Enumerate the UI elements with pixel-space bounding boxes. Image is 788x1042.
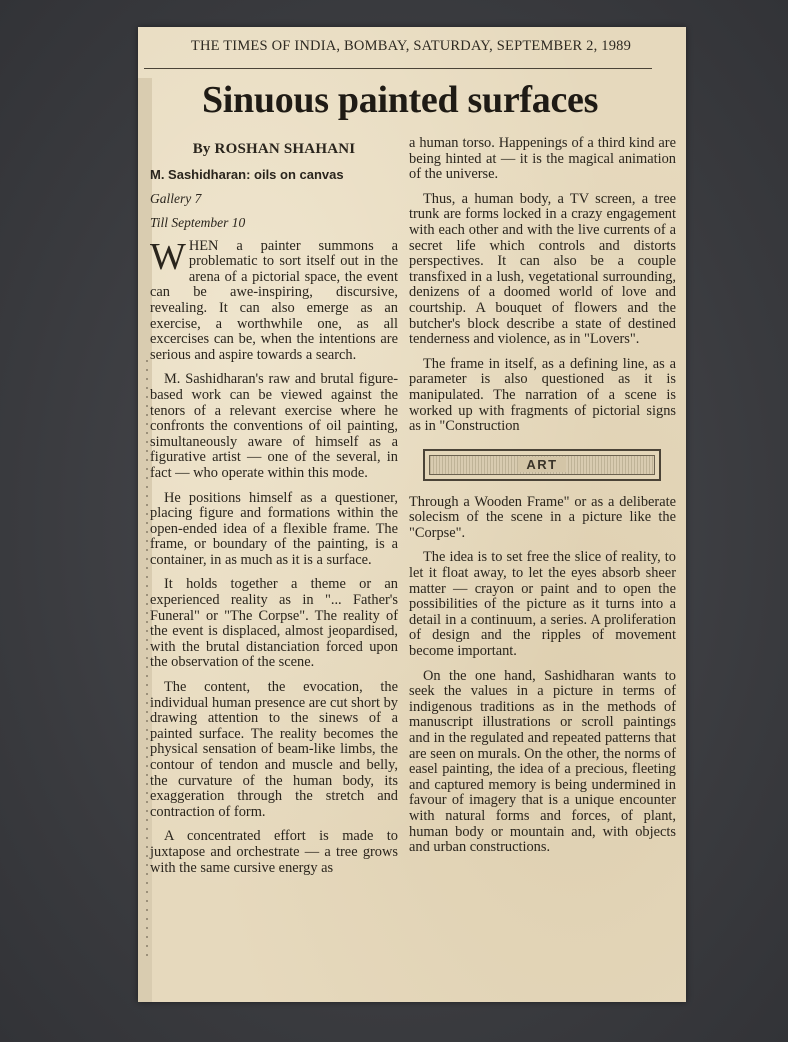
paragraph: a human torso. Happenings of a third kind are being hinted at — it is the magical animation of the universe. [409, 135, 676, 183]
paragraph: The idea is to set free the slice of reality, to let it float away, to let the eyes absorb sheer matter — crayon or paint and to open the possibilities of the picture as it turns into a detail in a continuum, a series. A proliferation of design and the ripples of movement become important. [409, 549, 676, 660]
section-label-box [423, 449, 661, 481]
section-label-frame [429, 455, 655, 475]
paragraph: On the one hand, Sashidharan wants to seek the values in a picture in terms of indigenous traditions as in the methods of manuscript illustrations or scroll paintings and in the regulated and repeated patterns that are seen on murals. On the other, the norms of easel painting, the idea of a precious, fleeting and captured memory is being undermined in favour of imagery that is a unique encounter with natural forms and forces, of plant, human body or mountain and, with objects and urban constructions. [409, 667, 676, 856]
drop-cap: W [150, 235, 186, 278]
exhibition-venue: Gallery 7 [150, 190, 202, 206]
paragraph: It holds together a theme or an experienced reality as in "... Father's Funeral" or "The Corpse". The reality of the event is displaced, almost jeopardised, with the brutal distanciation forced upon the observation of the scene. [150, 576, 398, 671]
paragraph: The content, the evocation, the individual human presence are cut short by drawing attention to the sinews of a painted surface. The reality becomes the physical sensation of beam-like limbs, the contour of tendon and muscle and belly, the curvature of the human body, its exaggeration through the stretch and contraction of form. [150, 679, 398, 820]
article-column-right [409, 136, 676, 856]
paragraph: Thus, a human body, a TV screen, a tree trunk are forms locked in a crazy engagement with each other and with the live currents of a secret life which controls and distorts perspectives. It can also be a couple transfixed in a lush, vegetational surrounding, denizens of a doomed world of love and courtship. A bouquet of flowers and the butcher's block describe a state of destined tenderness and violence, as in "Lovers". [409, 190, 676, 348]
newspaper-masthead: THE TIMES OF INDIA, BOMBAY, SATURDAY, SEPTEMBER 2, 1989 [190, 38, 632, 54]
paragraph: He positions himself as a questioner, placing figure and formations within the open-ended idea of a flexible frame. The frame, or boundary of the painting, is a container, in as much as it is a surface. [150, 489, 398, 568]
article-column-left [150, 138, 398, 876]
exhibition-subject: M. Sashidharan: oils on canvas [150, 166, 344, 182]
paragraph: Through a Wooden Frame" or as a deliberate solecism of the scene in a picture like the "Corpse". [409, 493, 676, 541]
article-headline: Sinuous painted surfaces [201, 79, 599, 121]
paragraph-opening [150, 235, 398, 364]
perforation-marks [146, 360, 148, 960]
section-label: ART [518, 457, 565, 473]
paragraph: The frame in itself, as a defining line, as a parameter is also questioned as it is manipulated. The narration of a scene is worked up with fragments of pictorial signs as in "Construction [409, 355, 676, 435]
exhibition-dates: Till September 10 [150, 214, 246, 230]
paragraph-opening-text: HEN a painter summons a problematic to sort itself out in the arena of a pictorial space, the event can be awe-inspiring, discursive, revealing. It can also emerge as an exercise, a worthwhile one, as all excercises can be, when the intentions are serious and aspire towards a search. [150, 237, 398, 363]
paragraph: M. Sashidharan's raw and brutal figure-based work can be viewed against the tenors of a relevant exercise where he confronts the conventions of oil painting, simultaneously aware of himself as a figurative artist — one of the several, in fact — who operate within this mode. [150, 371, 398, 481]
paragraph: A concentrated effort is made to juxtapose and orchestrate — a tree grows with the same cursive energy as [150, 828, 398, 876]
masthead-rule [144, 68, 652, 69]
article-byline: By ROSHAN SHAHANI [192, 141, 356, 157]
